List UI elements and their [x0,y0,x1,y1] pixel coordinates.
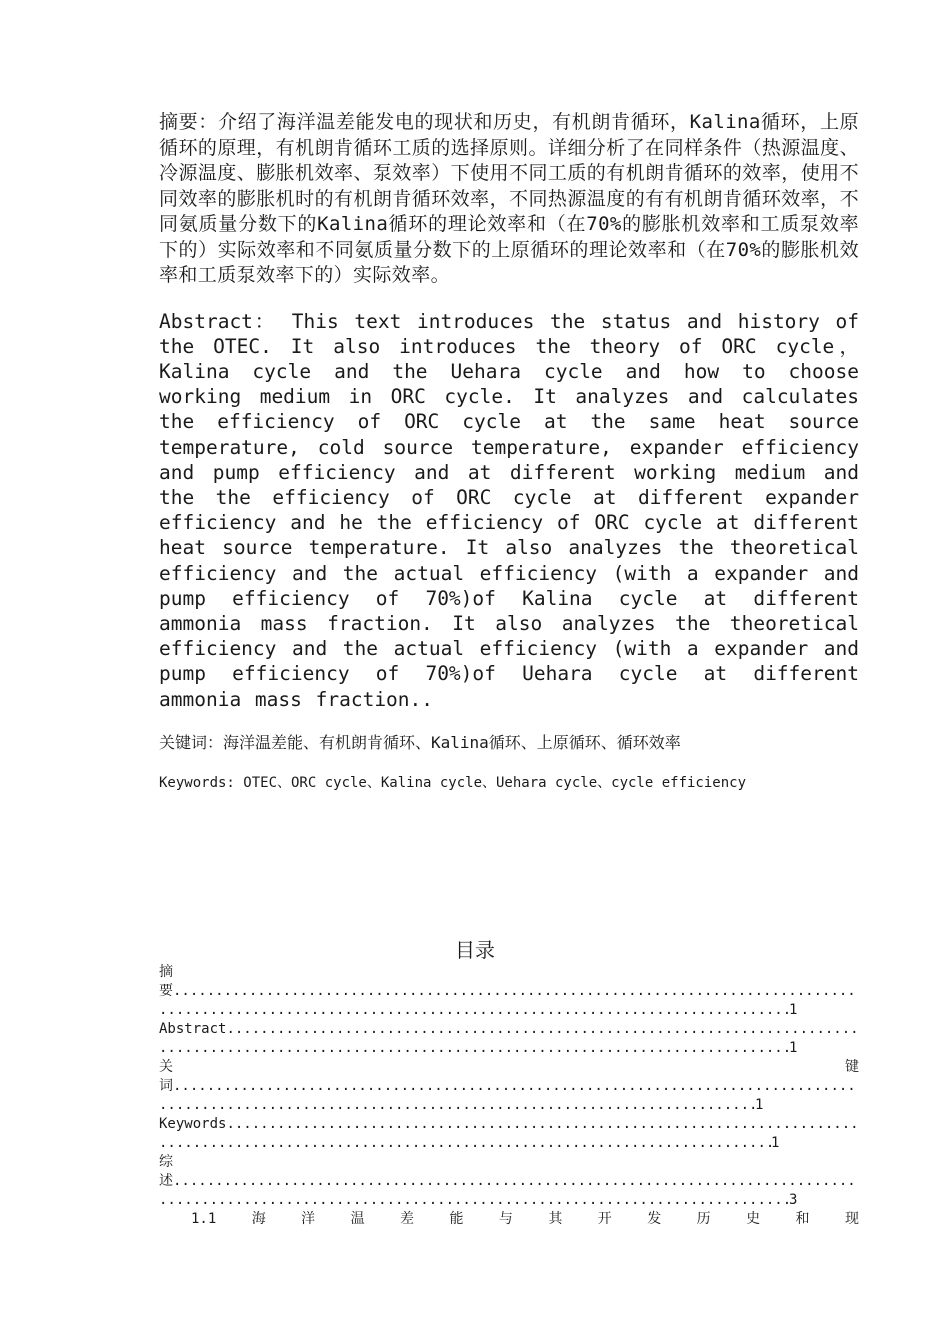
toc-leader-dots [226,1115,859,1134]
toc-entry-keywords-zh-line3[interactable] [159,1096,859,1115]
toc-entry-label: 摘 [159,964,173,980]
toc-entry-keywords-en-line2[interactable] [159,1134,859,1153]
toc-entry-abstract-zh-line2[interactable] [159,982,859,1001]
toc-entry-keywords-en-line1[interactable] [159,1115,859,1134]
toc-leader-dots [159,1191,789,1210]
toc-page-number: 1 [755,1097,764,1113]
toc-leader-dots [173,982,859,1001]
toc-entry-label: 关 [159,1059,173,1075]
toc-entry-label: 述 [159,1173,173,1189]
toc-entry-abstract-en-line1[interactable] [159,1020,859,1039]
toc-entry-label: Keywords [159,1116,227,1132]
toc-subentry-char: 开 [597,1211,612,1227]
toc-title: 目录 [455,938,495,962]
toc-page-number: 1 [789,1002,798,1018]
toc-subentry-char: 和 [795,1211,810,1227]
toc-subentry-char: 温 [350,1211,365,1227]
toc-entry-keywords-zh-line1[interactable] [159,1058,859,1077]
toc-subentry-char: 洋 [301,1211,316,1227]
toc-entry-overview-line1[interactable] [159,1153,859,1172]
english-abstract-label: Abstract： [159,309,277,333]
toc-entry-overview-line2[interactable] [159,1172,859,1191]
chinese-abstract-label: 摘要： [159,111,218,133]
toc-page-number: 1 [771,1135,780,1151]
toc-subentry-char: 差 [400,1211,415,1227]
toc-entry-label: 键 [845,1059,859,1075]
english-abstract [159,309,859,712]
toc-page-number: 3 [789,1192,798,1208]
toc-leader-dots [173,1077,859,1096]
english-keywords: Keywords: OTEC、ORC cycle、Kalina cycle、Uehara cycle、cycle efficiency [159,774,747,791]
toc-entry-label: 词 [159,1078,173,1094]
chinese-keywords: 关键词：海洋温差能、有机朗肯循环、Kalina循环、上原循环、循环效率 [159,732,681,752]
chinese-abstract-text: 介绍了海洋温差能发电的现状和历史，有机朗肯循环，Kalina循环，上原循环的原理，有机朗肯循环工质的选择原则。详细分析了在同样条件（热源温度、冷源温度、膨胀机效率、泵效率）下使用不同工质的有机朗肯循环的效率，使用不同效率的膨胀机时的有机朗肯循环效率，不同热源温度的有有机朗肯循环效率，不同氨质量分数下的Kalina循环的理论效率和（在70%的膨胀机效率和工质泵效率下的）实际效率和不同氨质量分数下的上原循环的理论效率和（在70%的膨胀机效率和工质泵效率下的）实际效率。 [159,111,859,286]
toc-entry-label: Abstract [159,1021,227,1037]
toc-entry-label: 要 [159,983,173,999]
toc-leader-dots [159,1096,755,1115]
english-abstract-text: This text introduces the status and history of the OTEC. It also introduces the theory of ORC cycle，Kalina cycle and the Uehara cycle and how to choose working medium in ORC cycle. It analyzes and calculates the efficiency of ORC cycle at the same heat source temperature, cold source temperature, expander efficiency and pump efficiency and at different working medium and the the efficiency of ORC cycle at different expander efficiency and he the efficiency of ORC cycle at different heat source temperature. It also analyzes the theoretical efficiency and the actual efficiency (with a expander and pump efficiency of 70%)of Kalina cycle at different ammonia mass fraction. It also analyzes the theoretical efficiency and the actual efficiency (with a expander and pump efficiency of 70%)of Uehara cycle at different ammonia mass fraction.. [159,309,860,711]
toc-subentry-1-1[interactable] [159,1210,859,1229]
toc-subentry-char: 现 [844,1211,859,1227]
toc-subentry-char: 发 [647,1211,662,1227]
toc-leader-dots [226,1020,859,1039]
toc-subentry-number: 1.1 [191,1211,217,1227]
toc-subentry-char: 其 [548,1211,563,1227]
toc-subentry-char: 与 [498,1211,513,1227]
toc-leader-dots [159,1134,771,1153]
toc-leader-dots [159,1039,789,1058]
toc-subentry-char: 能 [449,1211,464,1227]
toc-subentry-char: 海 [251,1211,266,1227]
toc-entry-overview-line3[interactable] [159,1191,859,1210]
chinese-abstract [159,110,859,289]
document-body [159,110,859,792]
toc-leader-dots [159,1001,789,1020]
toc-entry-abstract-zh-line3[interactable] [159,1001,859,1020]
table-of-contents [159,963,859,1229]
toc-entry-keywords-zh-line2[interactable] [159,1077,859,1096]
toc-entry-abstract-zh-line1[interactable] [159,963,859,982]
toc-subentry-char: 历 [696,1211,711,1227]
toc-page-number: 1 [789,1040,798,1056]
toc-leader-dots [173,1172,859,1191]
toc-subentry-char: 史 [746,1211,761,1227]
toc-entry-abstract-en-line2[interactable] [159,1039,859,1058]
toc-entry-label: 综 [159,1154,173,1170]
